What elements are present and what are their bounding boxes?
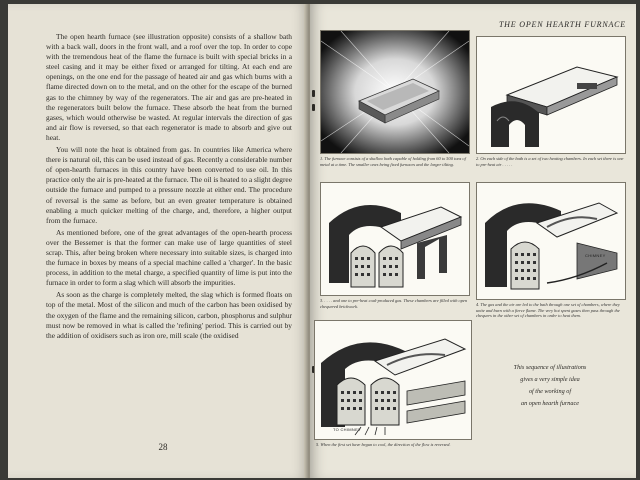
illustration-panel-5 [314,320,472,440]
body-text [46,32,292,343]
paragraph-1: The open hearth furnace (see illustration opposite) consists of a shallow bath with a back wall, doors in the front wall, and a roof over the top. In order to cope with the tremendous heat of the flame the furnace is built with special bricks in a steel casing and it may be either fixed or arranged for tilting. At each end are openings, on the one end for the passage of heated air and gas which burns with a flame directed down on to the metal, and on the other for the escape of the burned gas to the chimney by way of the regenerators. The air and gas are pre-heated in the regenerators built below the furnace. These absorb the heat from the burned gases, which would otherwise be wasted. At regular intervals the direction of gas and air flow is reversed, so that each regenerator is made to absorb and give out heat. [46,32,292,142]
heating-chambers-drawing [477,37,625,153]
running-head: THE OPEN HEARTH FURNACE [498,20,626,29]
chimney-label: CHIMNEY [585,253,606,258]
illustration-panel-2 [476,36,626,154]
left-page [8,4,308,478]
illustration-panel-3 [320,182,470,296]
furnace-bath-drawing [321,31,469,153]
paragraph-2: You will note the heat is obtained from gas. In countries like America where there is natural oil, this can be used instead of gas. Recently a considerable number of open-hearth furnaces in this country have been converted to use oil. In this practice only the air is pre-heated at the furnace. The oil is heated to a slight degree outside the furnace and pumped to a pressure nozzle at either end. The procedure of reversal is the same as before, but an even greater temperature is obtained enabling a much quicker melting of the charge, and, therefore, a higher output from the furnace. [46,145,292,225]
sequence-note-line: gives a very simple idea [520,376,580,383]
sequence-note-line: This sequence of illustrations [513,364,587,371]
sequence-note [490,362,610,410]
right-page [310,4,636,478]
chequered-chambers-drawing [321,183,469,295]
caption-1: 1. The furnace consists of a shallow bath capable of holding from 60 to 500 tons of metal at a time. The smaller ones being fixed furnaces and the larger tilting. [320,156,466,167]
caption-5: 5. When the first set have begun to cool, the direction of the flow is reversed. [316,442,451,447]
caption-4: 4. The gas and the air are led to the bath through one set of chambers, where they unite and burn with a fierce flame. The very hot spent gases then pass through the chequers in the other set of chambers in order to heat them. [476,302,620,319]
paragraph-4: As soon as the charge is completely melted, the slag which is formed floats on top of the metal. Most of the silicon and much of the carbon has been oxidised by the oxygen of the flame and the remaining silicon, carbon, phosphorus and sulphur must now be removed in what is called the 'refining' period. This is carried out by the addition of oxidisers such as iron ore, mill scale (the oxidised [46,290,292,340]
page-number: 28 [158,442,168,452]
caption-2: 2. On each side of the bath is a set of two heating chambers. In each set there is one to pre-heat air . . . . . [476,156,624,167]
binding-mark [312,90,315,97]
illustration-panel-4 [476,182,626,300]
sequence-note-line: an open hearth furnace [521,400,579,407]
caption-3: 3. . . . . and one to pre-heat coal-produced gas. These chambers are filled with open chequered brickwork. [320,298,468,309]
reversed-flow-drawing [315,321,471,439]
binding-mark [312,104,315,111]
to-chimney-label: TO CHIMNEY [333,427,362,432]
paragraph-3: As mentioned before, one of the great advantages of the open-hearth process over the Bessemer is that the former can make use of large quantities of steel scrap. This, after being broken where necessary into suitable sizes, is charged into the furnace in boxes by means of a special machine called a 'charger'. In the basic process, in addition to the metal charge, a specified quantity of lime is put into the furnace in order to form a slag which will absorb the impurities. [46,227,292,288]
gas-air-flow-drawing [477,183,625,299]
sequence-note-line: of the working of [528,388,572,395]
illustration-panel-1 [320,30,470,154]
